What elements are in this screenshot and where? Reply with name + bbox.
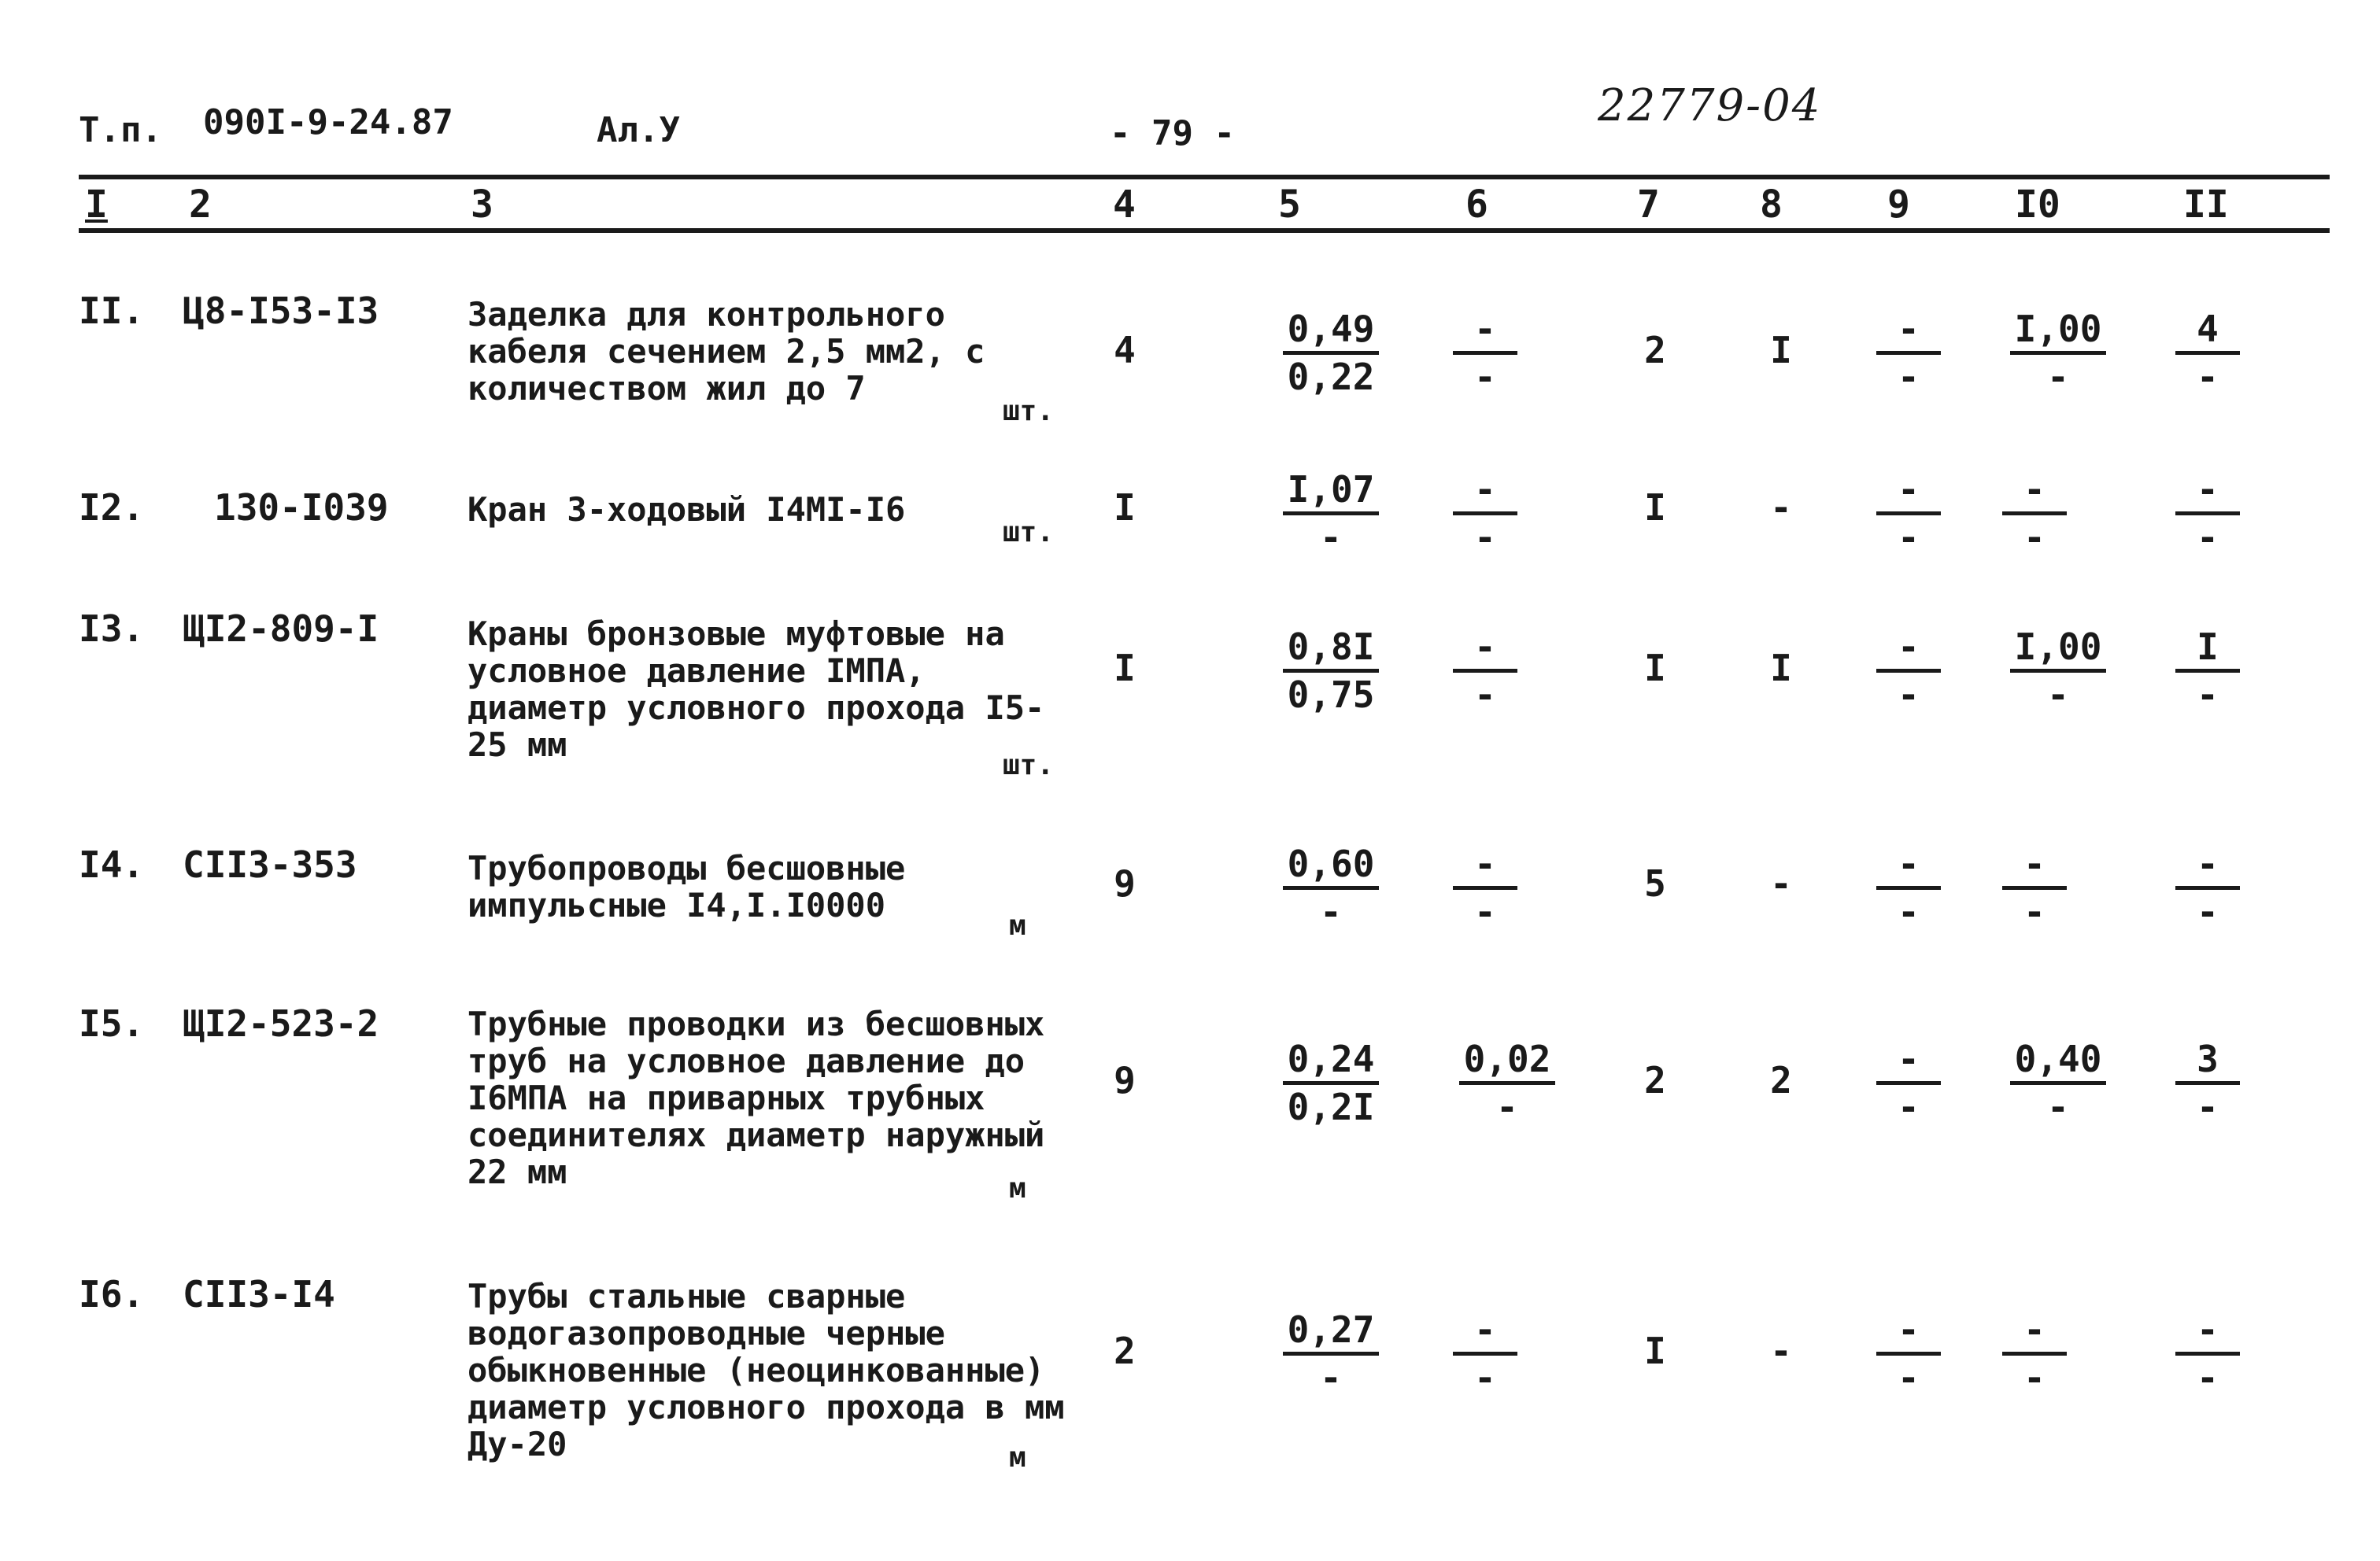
col8-value: I <box>1770 329 1792 371</box>
fraction-col11 <box>2149 1309 2267 1400</box>
fraction-bottom: - <box>2047 356 2069 398</box>
fraction-col10 <box>1999 1039 2117 1129</box>
fraction-col5 <box>1272 308 1390 399</box>
row-number: I4. <box>79 843 145 886</box>
item-description: Кран 3-ходовый I4MI-I6 <box>468 490 906 529</box>
fraction-col10 <box>1975 1309 2094 1400</box>
fraction-top: - <box>1453 469 1517 515</box>
fraction-bottom: - <box>1496 1086 1518 1128</box>
quantity-value: 9 <box>1114 862 1136 905</box>
fraction-top: - <box>1453 843 1517 890</box>
fraction-bottom: - <box>1898 1086 1920 1128</box>
item-description: Трубные проводки из бесшовных труб на условное давление до I6МПА на приварных трубных соединителях диаметр наружный 22 мм <box>468 1005 1045 1191</box>
fraction-col5 <box>1272 626 1390 717</box>
fraction-bottom: - <box>1320 516 1342 559</box>
row-number: I5. <box>79 1002 145 1045</box>
fraction-bottom: - <box>1474 356 1496 398</box>
col7-value: I <box>1644 486 1666 529</box>
fraction-bottom: - <box>2197 356 2219 398</box>
item-description: Трубопроводы бесшовные импульсные I4,I.I0000 <box>468 849 906 924</box>
item-description: Заделка для контрольного кабеля сечением 2,5 мм2, с количеством жил до 7 <box>468 295 985 408</box>
fraction-bottom: - <box>2197 516 2219 559</box>
item-unit: шт. <box>1003 749 1055 781</box>
fraction-top: 0,40 <box>2010 1039 2107 1085</box>
fraction-top: 3 <box>2175 1039 2240 1085</box>
header-rule-bottom <box>79 228 2330 233</box>
column-number-4: 4 <box>1113 183 1136 227</box>
fraction-top: - <box>1453 1309 1517 1356</box>
fraction-bottom: - <box>1898 356 1920 398</box>
fraction-top: 0,60 <box>1283 843 1380 890</box>
page-number: - 79 - <box>1110 113 1235 153</box>
fraction-bottom: - <box>2197 673 2219 716</box>
fraction-col6 <box>1426 308 1544 399</box>
item-unit: шт. <box>1003 516 1055 548</box>
fraction-col6 <box>1448 1039 1566 1129</box>
fraction-bottom: - <box>1474 673 1496 716</box>
fraction-top: - <box>2002 1309 2067 1356</box>
fraction-top: - <box>1453 626 1517 673</box>
fraction-top: - <box>1876 308 1941 355</box>
quantity-value: 4 <box>1114 329 1136 371</box>
fraction-bottom: - <box>2047 1086 2069 1128</box>
col8-value: I <box>1770 647 1792 689</box>
item-description: Краны бронзовые муфтовые на условное давление IМПА, диаметр условного прохода I5-25 мм <box>468 614 1045 764</box>
series-label: Т.п. <box>79 110 162 150</box>
fraction-col11 <box>2149 308 2267 399</box>
fraction-col11 <box>2149 626 2267 717</box>
col8-value: - <box>1770 1330 1792 1372</box>
fraction-bottom: - <box>2197 1356 2219 1399</box>
fraction-bottom: 0,2I <box>1287 1086 1375 1128</box>
fraction-top: - <box>2175 843 2240 890</box>
fraction-col6 <box>1426 1309 1544 1400</box>
fraction-col11 <box>2149 1039 2267 1129</box>
fraction-top: 0,02 <box>1459 1039 1556 1085</box>
col7-value: 2 <box>1644 1059 1666 1102</box>
fraction-top: - <box>1876 843 1941 890</box>
column-number-1: I <box>85 183 108 227</box>
quantity-value: 9 <box>1114 1059 1136 1102</box>
item-unit: м <box>1009 1441 1026 1474</box>
col7-value: 2 <box>1644 329 1666 371</box>
fraction-col5 <box>1272 1039 1390 1129</box>
fraction-col10 <box>1975 469 2094 559</box>
col8-value: - <box>1770 862 1792 905</box>
row-number: I3. <box>79 607 145 650</box>
fraction-top: I <box>2175 626 2240 673</box>
item-code: Ц8-I53-I3 <box>183 290 379 332</box>
fraction-col9 <box>1850 843 1968 934</box>
fraction-bottom: - <box>2047 673 2069 716</box>
item-code: CII3-353 <box>183 843 357 886</box>
fraction-top: - <box>2002 469 2067 515</box>
fraction-bottom: - <box>2197 1086 2219 1128</box>
column-number-10: I0 <box>2015 183 2060 227</box>
item-code: 130-I039 <box>214 486 389 529</box>
handwritten-code: 22779-04 <box>1598 80 1822 131</box>
fraction-col10 <box>1999 626 2117 717</box>
quantity-value: I <box>1114 486 1136 529</box>
fraction-top: 0,8I <box>1283 626 1380 673</box>
fraction-top: I,07 <box>1283 469 1380 515</box>
fraction-top: I,00 <box>2010 626 2107 673</box>
fraction-col5 <box>1272 843 1390 934</box>
item-code: ЩI2-523-2 <box>183 1002 379 1045</box>
row-number: I6. <box>79 1273 145 1316</box>
col7-value: I <box>1644 647 1666 689</box>
fraction-col11 <box>2149 843 2267 934</box>
fraction-bottom: 0,75 <box>1287 673 1375 716</box>
header-rule-top <box>79 175 2330 179</box>
col7-value: I <box>1644 1330 1666 1372</box>
fraction-bottom: 0,22 <box>1287 356 1375 398</box>
col8-value: 2 <box>1770 1059 1792 1102</box>
row-number: I2. <box>79 486 145 529</box>
fraction-col10 <box>1999 308 2117 399</box>
fraction-top: - <box>1876 626 1941 673</box>
fraction-bottom: - <box>1474 516 1496 559</box>
column-number-3: 3 <box>471 183 493 227</box>
item-unit: м <box>1009 1172 1026 1205</box>
fraction-bottom: - <box>1898 516 1920 559</box>
fraction-col11 <box>2149 469 2267 559</box>
fraction-top: I,00 <box>2010 308 2107 355</box>
column-number-2: 2 <box>189 183 212 227</box>
quantity-value: I <box>1114 647 1136 689</box>
fraction-col9 <box>1850 308 1968 399</box>
fraction-col5 <box>1272 1309 1390 1400</box>
fraction-col9 <box>1850 469 1968 559</box>
item-description: Трубы стальные сварные водогазопроводные черные обыкновенные (неоцинкованные) диаметр условного прохода в мм Ду-20 <box>468 1277 1065 1463</box>
fraction-col9 <box>1850 1309 1968 1400</box>
fraction-bottom: - <box>2197 891 2219 933</box>
fraction-top: - <box>1876 1309 1941 1356</box>
column-number-8: 8 <box>1760 183 1783 227</box>
fraction-top: 0,49 <box>1283 308 1380 355</box>
fraction-top: 0,24 <box>1283 1039 1380 1085</box>
column-number-11: II <box>2183 183 2229 227</box>
fraction-bottom: - <box>1320 891 1342 933</box>
column-number-6: 6 <box>1465 183 1488 227</box>
fraction-col6 <box>1426 843 1544 934</box>
fraction-col6 <box>1426 469 1544 559</box>
fraction-top: 4 <box>2175 308 2240 355</box>
fraction-top: - <box>2002 843 2067 890</box>
fraction-bottom: - <box>1474 1356 1496 1399</box>
column-number-9: 9 <box>1887 183 1910 227</box>
item-code: CII3-I4 <box>183 1273 335 1316</box>
fraction-bottom: - <box>1474 891 1496 933</box>
fraction-bottom: - <box>2023 891 2046 933</box>
column-number-5: 5 <box>1278 183 1301 227</box>
column-number-7: 7 <box>1637 183 1660 227</box>
fraction-col5 <box>1272 469 1390 559</box>
fraction-bottom: - <box>1898 891 1920 933</box>
fraction-top: - <box>1876 469 1941 515</box>
fraction-top: 0,27 <box>1283 1309 1380 1356</box>
item-code: ЩI2-809-I <box>183 607 379 650</box>
fraction-bottom: - <box>1898 673 1920 716</box>
fraction-bottom: - <box>2023 516 2046 559</box>
fraction-top: - <box>2175 1309 2240 1356</box>
fraction-col10 <box>1975 843 2094 934</box>
album-label: Ал.У <box>597 110 680 150</box>
fraction-bottom: - <box>1320 1356 1342 1399</box>
quantity-value: 2 <box>1114 1330 1136 1372</box>
fraction-bottom: - <box>2023 1356 2046 1399</box>
fraction-top: - <box>1453 308 1517 355</box>
fraction-bottom: - <box>1898 1356 1920 1399</box>
col7-value: 5 <box>1644 862 1666 905</box>
col8-value: - <box>1770 486 1792 529</box>
fraction-top: - <box>1876 1039 1941 1085</box>
row-number: II. <box>79 290 145 332</box>
fraction-top: - <box>2175 469 2240 515</box>
series-code: 090I-9-24.87 <box>203 102 453 142</box>
fraction-col9 <box>1850 626 1968 717</box>
fraction-col9 <box>1850 1039 1968 1129</box>
fraction-col6 <box>1426 626 1544 717</box>
item-unit: м <box>1009 910 1026 942</box>
item-unit: шт. <box>1003 395 1055 427</box>
